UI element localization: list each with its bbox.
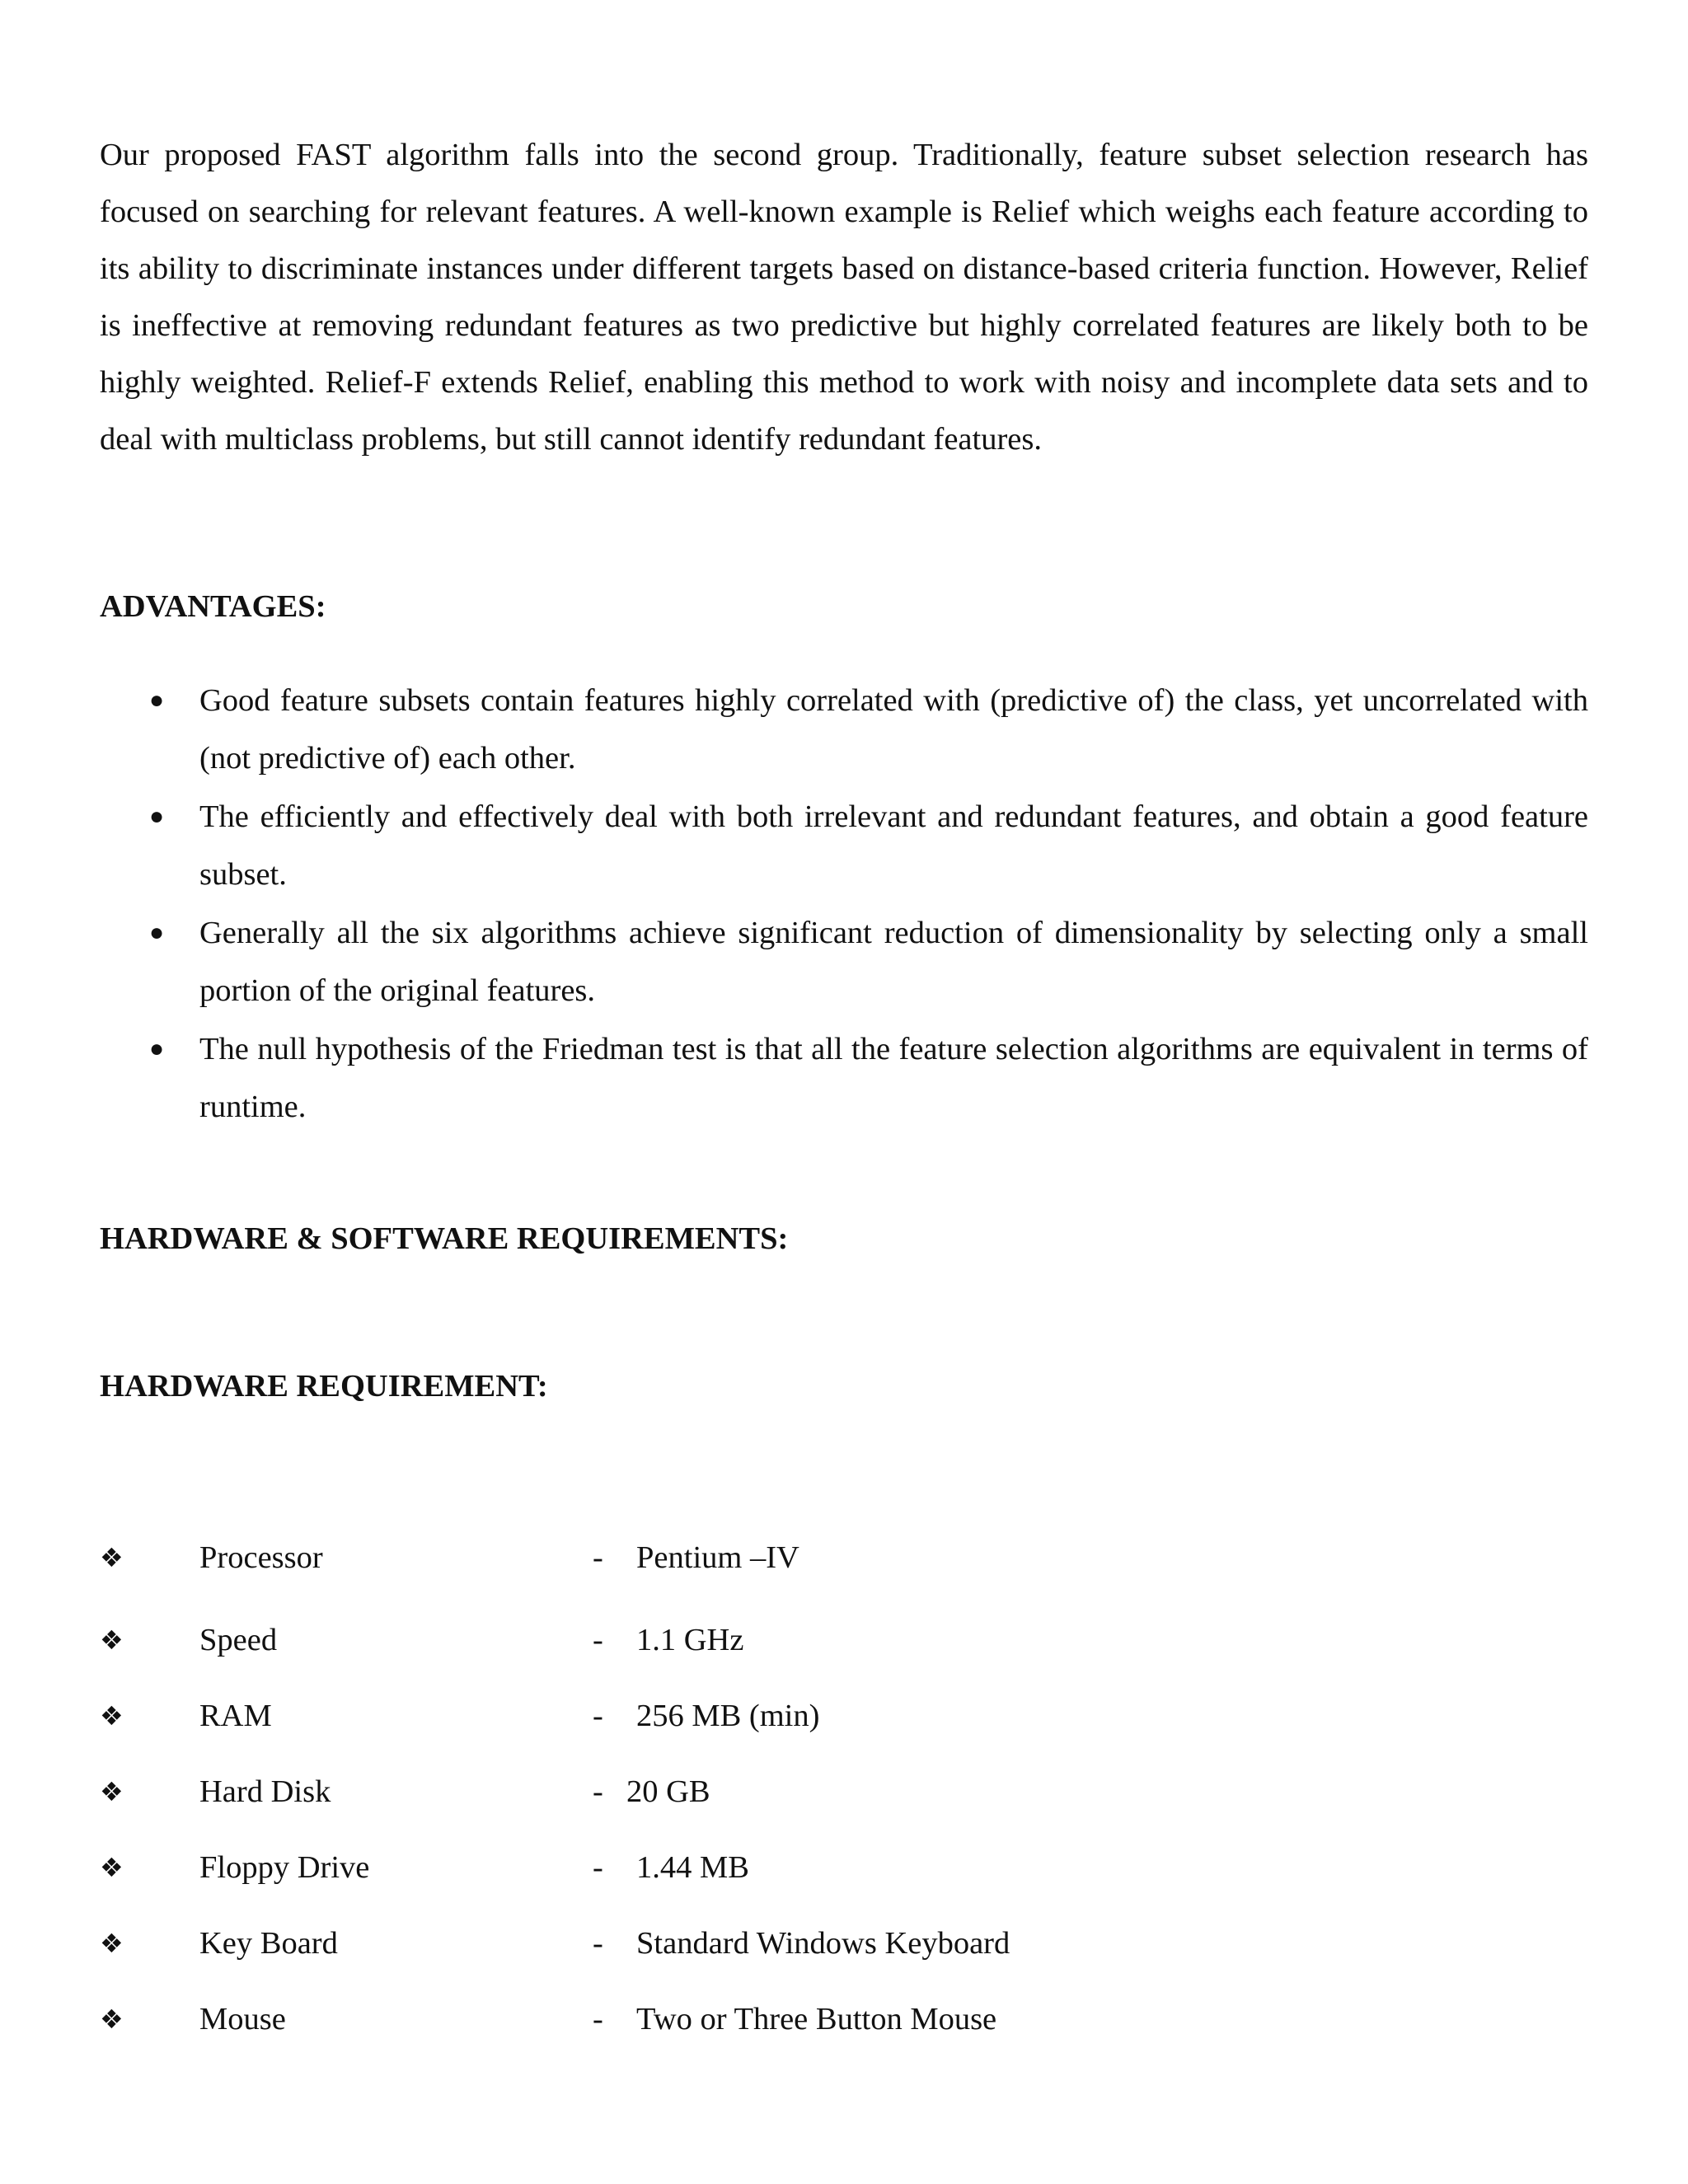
requirement-value: Standard Windows Keyboard [636, 1926, 1010, 1961]
requirement-row-hard-disk [100, 1767, 1336, 1816]
advantage-item [100, 788, 1588, 903]
requirement-value: Pentium –IV [636, 1540, 799, 1575]
requirement-label: Mouse [199, 2002, 286, 2036]
requirement-value: Two or Three Button Mouse [636, 2002, 997, 2036]
advantage-item [100, 904, 1588, 1019]
requirement-row-mouse [100, 1994, 1336, 2044]
requirement-value: 20 GB [626, 1774, 710, 1809]
requirement-separator: - [593, 2002, 603, 2036]
requirement-label: Hard Disk [199, 1774, 331, 1809]
requirement-value: 256 MB (min) [636, 1699, 820, 1733]
advantage-text: The null hypothesis of the Friedman test is that all the feature selection algorithms are equivalent in terms of runtime. [199, 1032, 1588, 1124]
diamond-bullet-icon: ❖ [100, 1776, 124, 1807]
requirement-label: RAM [199, 1699, 272, 1733]
requirement-row-processor [100, 1533, 1336, 1582]
advantage-text: Good feature subsets contain features highly correlated with (predictive of) the class, yet uncorrelated with (not predictive of) each other. [199, 683, 1588, 776]
diamond-bullet-icon: ❖ [100, 1542, 124, 1573]
requirement-row-floppy-drive [100, 1843, 1336, 1892]
requirement-separator: - [593, 1926, 603, 1961]
requirement-value: 1.44 MB [636, 1850, 749, 1885]
requirement-row-speed [100, 1615, 1336, 1665]
advantage-text: Generally all the six algorithms achieve significant reduction of dimensionality by selecting only a small portion of the original features. [199, 916, 1588, 1008]
requirement-separator: - [593, 1623, 603, 1657]
advantages-heading: ADVANTAGES: [100, 589, 326, 624]
requirement-separator: - [593, 1699, 603, 1733]
hardware-requirement-heading: HARDWARE REQUIREMENT: [100, 1369, 548, 1404]
advantage-text: The efficiently and effectively deal with both irrelevant and redundant features, and obtain a good feature subset. [199, 799, 1588, 892]
hw-sw-requirements-heading: HARDWARE & SOFTWARE REQUIREMENTS: [100, 1221, 789, 1256]
requirement-row-ram [100, 1691, 1336, 1741]
requirement-row-keyboard [100, 1919, 1336, 1968]
advantage-item [100, 672, 1588, 787]
diamond-bullet-icon: ❖ [100, 1700, 124, 1732]
diamond-bullet-icon: ❖ [100, 1852, 124, 1883]
intro-paragraph: Our proposed FAST algorithm falls into the second group. Traditionally, feature subset selection research has focused on searching for relevant features. A well-known example is Relief which weighs each feature according to its ability to discriminate instances under different targets based on distance-based criteria function. However, Relief is ineffective at removing redundant features as two predictive but highly correlated features are likely both to be highly weighted. Relief-F extends Relief, enabling this method to work with noisy and incomplete data sets and to deal with multiclass problems, but still cannot identify redundant features. [100, 138, 1588, 457]
bullet-icon: ● [149, 687, 165, 714]
advantages-list [100, 672, 1588, 1137]
diamond-bullet-icon: ❖ [100, 2004, 124, 2035]
bullet-icon: ● [149, 1035, 165, 1062]
requirement-value: 1.1 GHz [636, 1623, 744, 1657]
diamond-bullet-icon: ❖ [100, 1928, 124, 1959]
requirement-separator: - [593, 1774, 603, 1809]
diamond-bullet-icon: ❖ [100, 1624, 124, 1656]
requirement-separator: - [593, 1850, 603, 1885]
bullet-icon: ● [149, 803, 165, 830]
requirement-label: Speed [199, 1623, 278, 1657]
advantage-item [100, 1020, 1588, 1136]
requirement-label: Processor [199, 1540, 323, 1575]
requirement-label: Key Board [199, 1926, 338, 1961]
bullet-icon: ● [149, 919, 165, 946]
requirement-separator: - [593, 1540, 603, 1575]
requirement-label: Floppy Drive [199, 1850, 370, 1885]
